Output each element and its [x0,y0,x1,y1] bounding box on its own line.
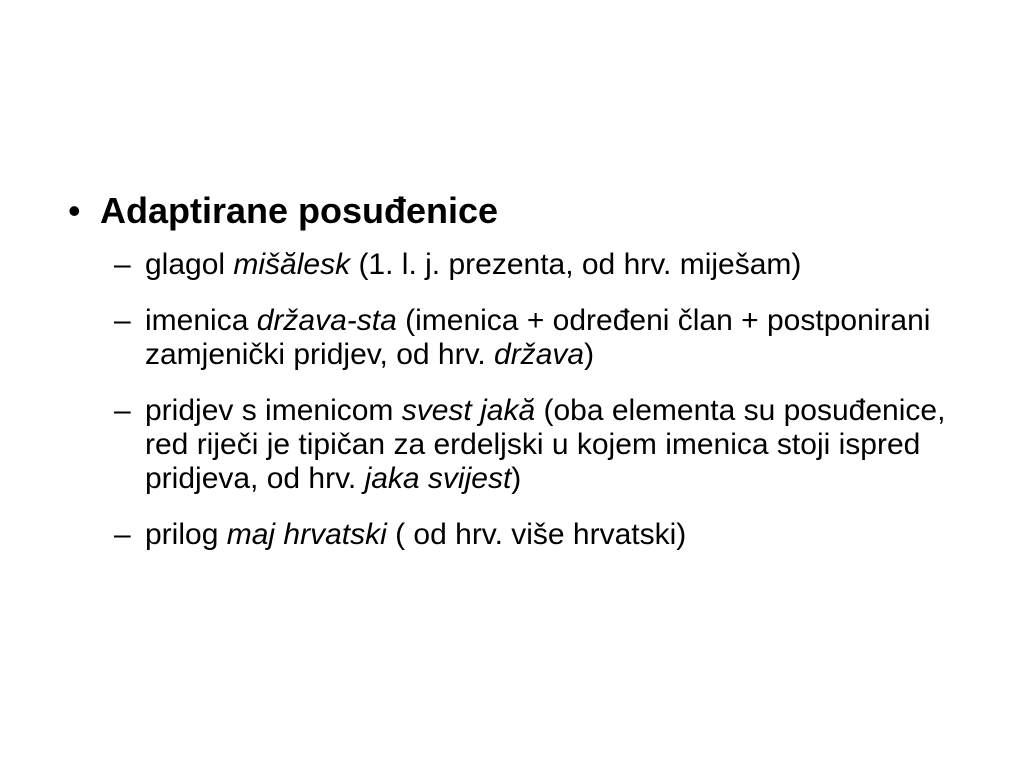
bullet-marker: • [68,190,81,231]
item-term: maj hrvatski [226,518,387,551]
item-text: ) [584,338,595,371]
item-text: (imenica + određeni član + postponirani zamjenički pridjev, od hrv. [145,304,931,371]
list-item-pridjev [114,394,974,496]
item-text: ) [511,462,522,495]
list-item-imenica [114,304,974,372]
sub-bullet-list [114,248,974,574]
dash-marker: – [114,518,131,551]
list-item-glagol [114,248,974,282]
item-term: mišălesk [233,248,351,281]
item-text: glagol [145,248,234,281]
item-term: jaka svijest [364,462,512,495]
dash-marker: – [114,394,131,427]
item-term: država-sta [256,304,397,337]
dash-marker: – [114,248,131,281]
dash-marker: – [114,304,131,337]
item-term: svest jakă [401,394,536,427]
item-text: imenica [145,304,257,337]
item-text: prilog [145,518,227,551]
item-text: pridjev s imenicom [145,394,402,427]
slide-heading: Adaptirane posuđenice [100,190,499,231]
item-text: (1. l. j. prezenta, od hrv. miješam) [350,248,802,281]
list-item-prilog [114,518,974,552]
item-text: (oba elementa su posuđenice, red riječi je tipičan za erdeljski u kojem imenica stoji ispred pridjeva, od hrv. [145,394,946,495]
item-text: ( od hrv. više hrvatski) [386,518,687,551]
main-bullet [68,186,498,236]
item-term: država [494,338,585,371]
